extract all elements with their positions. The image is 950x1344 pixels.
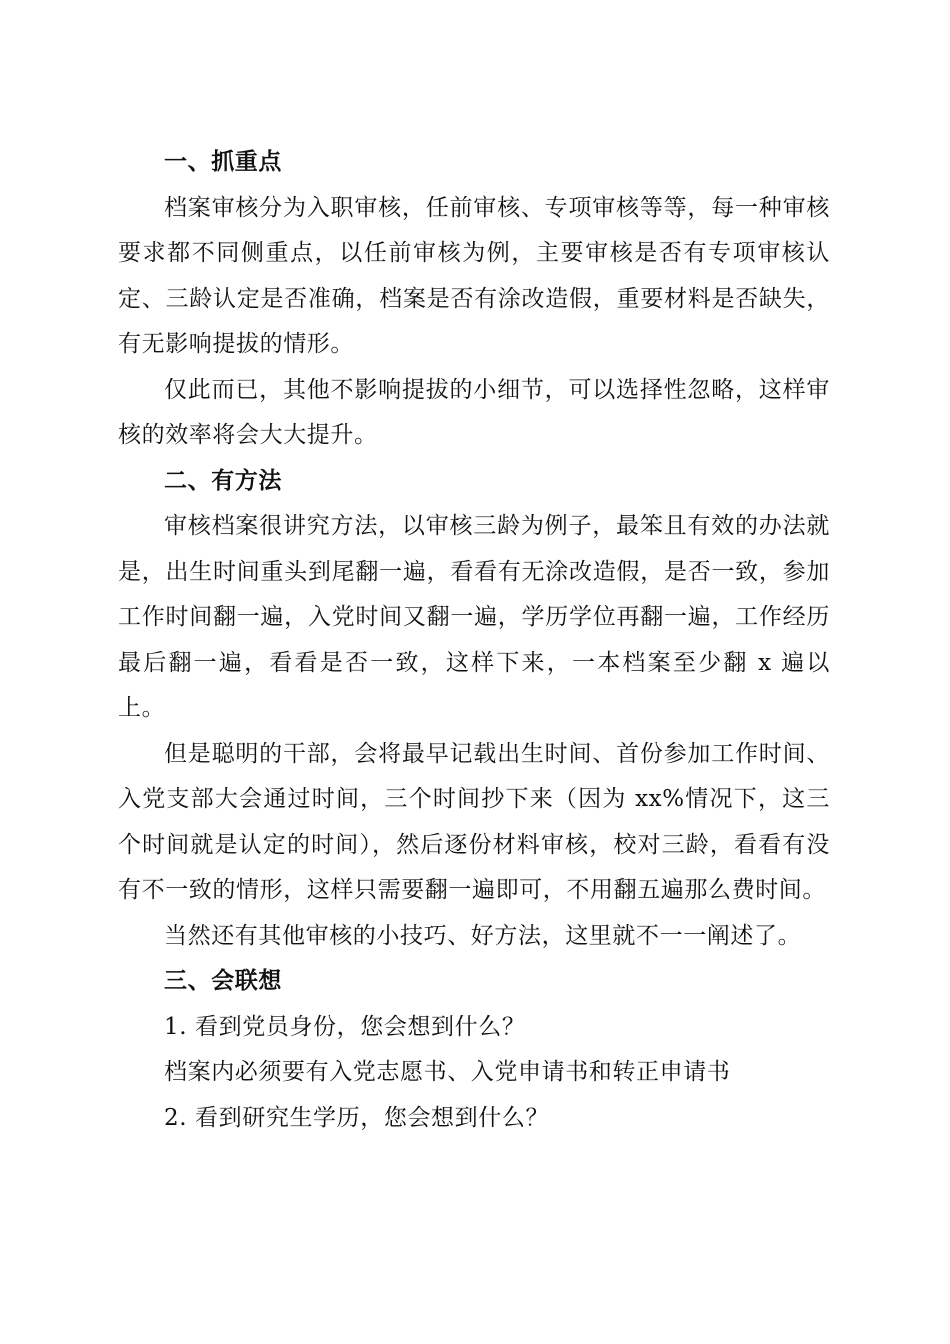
list-item-question: 1. 看到党员身份，您会想到什么？ bbox=[164, 1013, 526, 1040]
section-heading-2: 二、有方法 bbox=[164, 467, 282, 494]
paragraph: 当然还有其他审核的小技巧、好方法，这里就不一一阐述了。 bbox=[164, 922, 802, 949]
paragraph: 仅此而已，其他不影响提拔的小细节，可以选择性忽略，这样审核的效率将会大大提升。 bbox=[118, 376, 830, 448]
paragraph: 档案审核分为入职审核，任前审核、专项审核等等，每一种审核要求都不同侧重点，以任前审核为例，主要审核是否有专项审核认定、三龄认定是否准确，档案是否有涂改造假，重要材料是否缺失，有无影响提拔的情形。 bbox=[118, 194, 830, 357]
list-item-question: 2. 看到研究生学历，您会想到什么？ bbox=[164, 1104, 550, 1131]
paragraph: 档案内必须要有入党志愿书、入党申请书和转正申请书 bbox=[164, 1059, 731, 1085]
paragraph: 但是聪明的干部，会将最早记载出生时间、首份参加工作时间、入党支部大会通过时间，三个时间抄下来（因为 xx%情况下，这三个时间就是认定的时间），然后逐份材料审核，校对三龄，看看有没有不一致的情形，这样只需要翻一遍即可，不用翻五遍那么费时间。 bbox=[118, 740, 830, 903]
document-body bbox=[118, 140, 830, 1141]
section-heading-1: 一、抓重点 bbox=[164, 149, 282, 175]
section-heading-3: 三、会联想 bbox=[164, 968, 282, 994]
paragraph: 审核档案很讲究方法，以审核三龄为例子，最笨且有效的办法就是，出生时间重头到尾翻一遍，看看有无涂改造假，是否一致，参加工作时间翻一遍，入党时间又翻一遍，学历学位再翻一遍，工作经历最后翻一遍，看看是否一致，这样下来，一本档案至少翻 x 遍以上。 bbox=[118, 513, 830, 721]
